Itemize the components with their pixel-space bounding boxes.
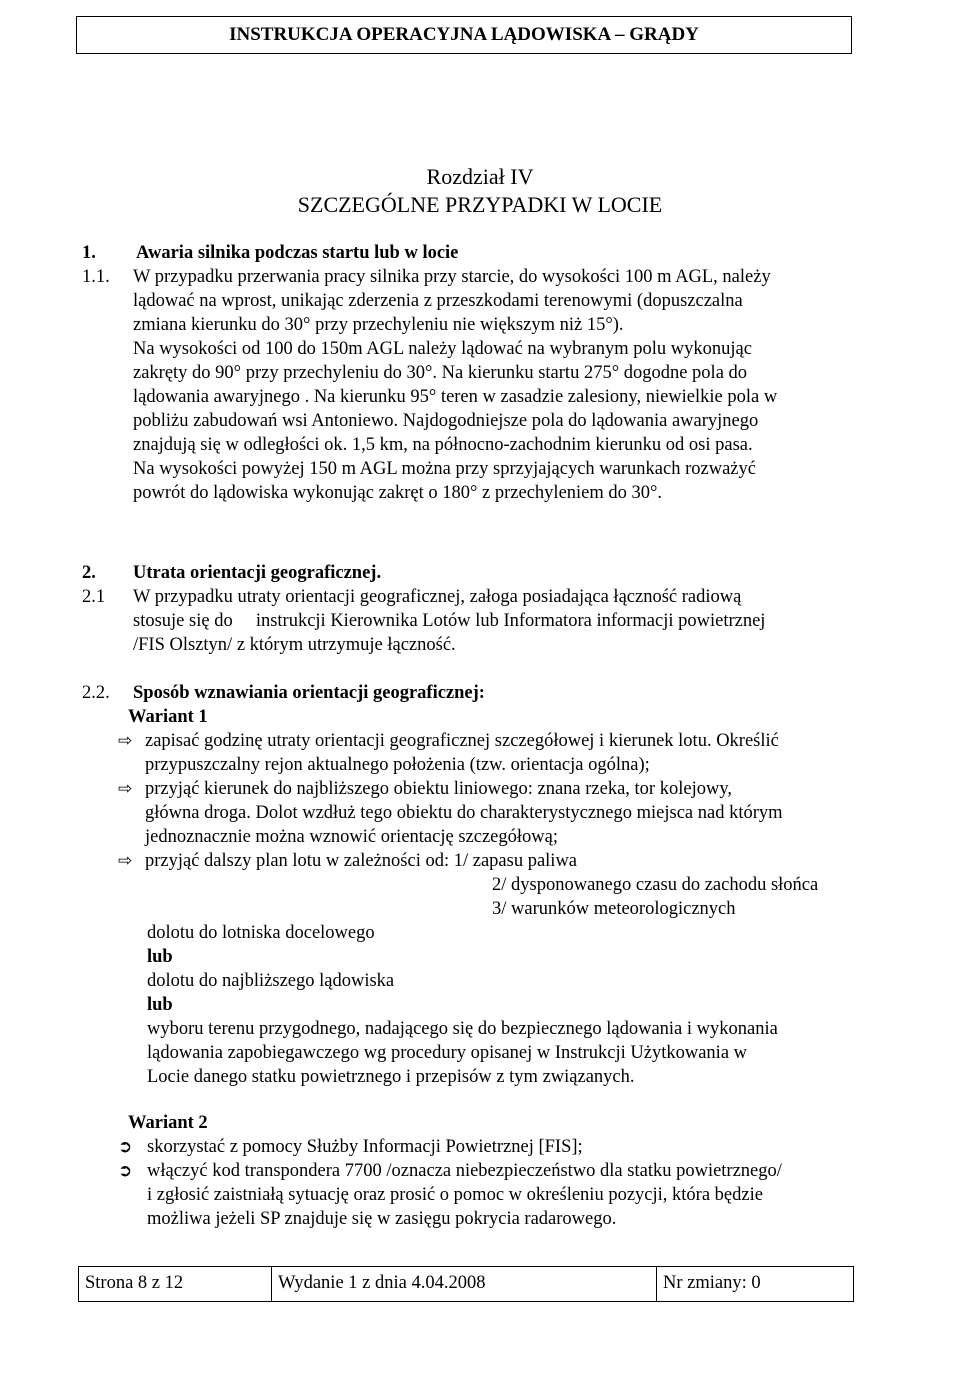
text-line: Na wysokości od 100 do 150m AGL należy lądować na wybranym polu wykonując	[133, 339, 752, 359]
variant-1-item-3: przyjąć dalszy plan lotu w zależności od: 1/ zapasu paliwa	[145, 851, 578, 871]
text-line: wyboru terenu przygodnego, nadającego się do bezpiecznego lądowania i wykonania	[147, 1019, 778, 1039]
text-line: lądowania awaryjnego . Na kierunku 95° teren w zasadzie zalesiony, niewielkie pola w	[133, 387, 778, 407]
text-line: stosuje się do instrukcji Kierownika Lotów lub Informatora informacji powietrznej	[133, 611, 766, 631]
section-2-2-number: 2.2.	[82, 683, 110, 703]
section-2-1-paragraph	[133, 585, 879, 657]
text-line: W przypadku przerwania pracy silnika przy starcie, do wysokości 100 m AGL, należy	[133, 267, 771, 287]
section-2-title: Utrata orientacji geograficznej.	[133, 563, 382, 583]
hollow-arrow-icon: ⇨	[118, 779, 133, 799]
text-line: Locie danego statku powietrznego i przepisów z tym związanych.	[147, 1067, 635, 1087]
text-line: lądować na wprost, unikając zderzenia z przeszkodami terenowymi (dopuszczalna	[133, 291, 743, 311]
page-footer	[78, 1266, 854, 1302]
hollow-arrow-icon: ⇨	[118, 731, 133, 751]
footer-page: Strona 8 z 12	[79, 1267, 272, 1301]
text-line: jednoznacznie można wznowić orientację szczegółową;	[145, 827, 558, 847]
curved-arrow-icon: ➲	[118, 1137, 133, 1157]
footer-edition: Wydanie 1 z dnia 4.04.2008	[272, 1267, 657, 1301]
text-line: możliwa jeżeli SP znajduje się w zasięgu pokrycia radarowego.	[147, 1209, 617, 1229]
text-line: zmiana kierunku do 30° przy przechyleniu nie większym niż 15°).	[133, 315, 624, 335]
page-header: INSTRUKCJA OPERACYJNA LĄDOWISKA – GRĄDY	[76, 16, 852, 54]
text-line: Na wysokości powyżej 150 m AGL można przy sprzyjających warunkach rozważyć	[133, 459, 756, 479]
text-line: W przypadku utraty orientacji geograficznej, załoga posiadająca łączność radiową	[133, 587, 742, 607]
text-line: powrót do lądowiska wykonując zakręt o 180° z przechyleniem do 30°.	[133, 483, 663, 503]
text-line: i zgłosić zaistniałą sytuację oraz prosić o pomoc w określeniu pozycji, która będzie	[147, 1185, 763, 1205]
chapter-title: SZCZEGÓLNE PRZYPADKI W LOCIE	[297, 192, 663, 217]
variant-1-item-1	[145, 729, 880, 777]
section-2-number: 2.	[82, 563, 96, 583]
text-line: przyjąć kierunek do najbliższego obiektu liniowego: znana rzeka, tor kolejowy,	[145, 779, 732, 799]
chapter-number: Rozdział IV	[426, 164, 534, 189]
section-1-number: 1.	[82, 243, 96, 263]
section-2-1-number: 2.1	[82, 587, 106, 607]
hollow-arrow-icon: ⇨	[118, 851, 133, 871]
curved-arrow-icon: ➲	[118, 1161, 133, 1181]
option-3	[147, 1017, 879, 1089]
option-1: dolotu do lotniska docelowego	[147, 923, 375, 943]
variant-1-item-3-b: 2/ dysponowanego czasu do zachodu słońca	[492, 875, 819, 895]
section-1-1-number: 1.1.	[82, 267, 110, 287]
variant-1-item-2	[145, 777, 880, 849]
footer-change: Nr zmiany: 0	[663, 1273, 761, 1293]
text-line: /FIS Olsztyn/ z którym utrzymuje łączność.	[133, 635, 456, 655]
variant-1-label: Wariant 1	[128, 707, 208, 727]
option-or-1: lub	[147, 947, 173, 967]
text-line: lądowania zapobiegawczego wg procedury opisanej w Instrukcji Użytkowania w	[147, 1043, 748, 1063]
option-2: dolotu do najbliższego lądowiska	[147, 971, 395, 991]
text-line: włączyć kod transpondera 7700 /oznacza niebezpieczeństwo dla statku powietrznego/	[147, 1161, 782, 1181]
text-line: główna droga. Dolot wzdłuż tego obiektu do charakterystycznego miejsca nad którym	[145, 803, 783, 823]
text-line: pobliżu zabudowań wsi Antoniewo. Najdogodniejsze pola do lądowania awaryjnego	[133, 411, 759, 431]
section-2-2-title: Sposób wznawiania orientacji geograficznej:	[133, 683, 485, 703]
text-line: zapisać godzinę utraty orientacji geograficznej szczegółowej i kierunek lotu. Określić	[145, 731, 779, 751]
text-line: przypuszczalny rejon aktualnego położenia (tzw. orientacja ogólna);	[145, 755, 650, 775]
variant-2-item-1: skorzystać z pomocy Służby Informacji Powietrznej [FIS];	[147, 1137, 583, 1157]
variant-2-label: Wariant 2	[128, 1113, 208, 1133]
variant-1-item-3-c: 3/ warunków meteorologicznych	[492, 899, 736, 919]
section-1-title: Awaria silnika podczas startu lub w locie	[136, 243, 459, 263]
option-or-2: lub	[147, 995, 173, 1015]
section-1-1-paragraph	[133, 265, 879, 505]
text-line: znajdują się w odległości ok. 1,5 km, na północno-zachodnim kierunku od osi pasa.	[133, 435, 753, 455]
text-line: zakręty do 90° przy przechyleniu do 30°. Na kierunku startu 275° dogodne pola do	[133, 363, 748, 383]
variant-2-item-2	[147, 1159, 879, 1231]
